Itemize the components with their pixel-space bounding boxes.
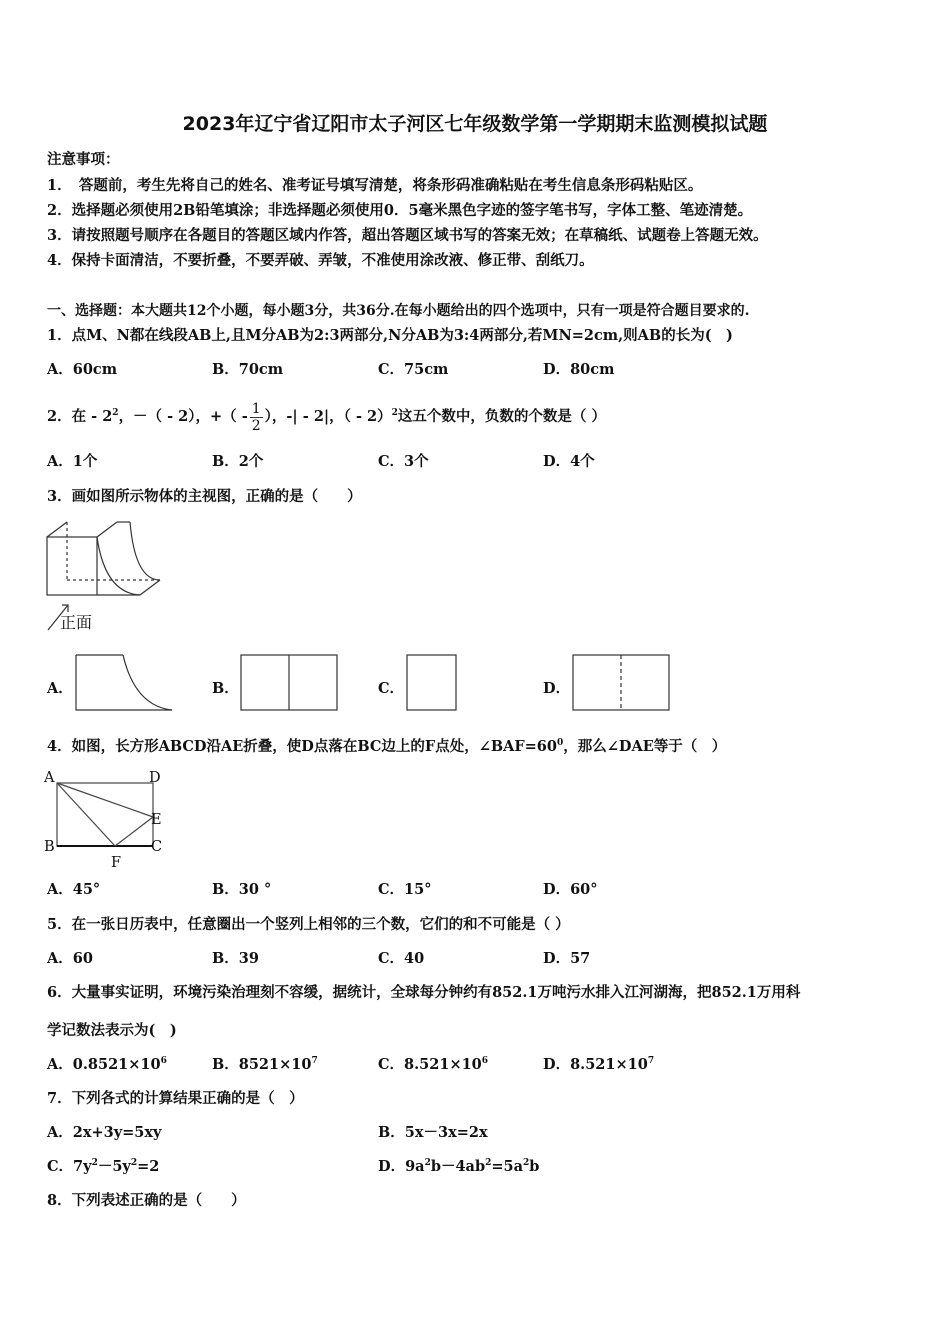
question-8-stem: 8．下列表述正确的是（ ） (47, 1192, 246, 1209)
question-3-stem: 3．画如图所示物体的主视图，正确的是（ ） (47, 488, 362, 505)
option-text: C．7y (47, 1158, 92, 1175)
q4-text: ，那么∠DAE等于（ ） (563, 738, 727, 755)
fraction-numerator: 1 (251, 400, 261, 417)
label-f: F (111, 855, 122, 871)
option-text: C．8.521×10 (378, 1056, 482, 1073)
q2-text: ），-| - 2|，（ - 2） (264, 408, 392, 425)
q2-option-c: C．3个 (378, 453, 429, 470)
notice-item: 4．保持卡面清洁，不要折叠，不要弄破、弄皱，不准使用涂改液、修正带、刮纸刀。 (47, 252, 594, 269)
q3-option-b: B． (212, 680, 239, 697)
q2-exponent: 2 (391, 408, 398, 418)
q1-option-a: A．60cm (47, 361, 118, 378)
q4-rectangle-figure (44, 766, 164, 876)
q7-option-a: A．2x+3y=5xy (47, 1124, 162, 1141)
question-5-stem: 5．在一张日历表中，任意圈出一个竖列上相邻的三个数，它们的和不可能是（ ） (47, 916, 570, 933)
notice-heading: 注意事项： (47, 151, 120, 168)
q7-option-c (47, 1157, 159, 1177)
q2-option-a: A．1个 (47, 453, 98, 470)
q1-option-c: C．75cm (378, 361, 449, 378)
q7-option-d (378, 1157, 539, 1177)
fraction (250, 401, 263, 434)
page-title: 2023年辽宁省辽阳市太子河区七年级数学第一学期期末监测模拟试题 (182, 113, 768, 135)
exponent: 7 (311, 1056, 318, 1066)
option-text: －5y (97, 1158, 131, 1175)
question-6-stem-cont: 学记数法表示为( ) (47, 1022, 177, 1039)
q3-option-c: C． (378, 680, 405, 697)
section-heading: 一、选择题：本大题共12个小题，每小题3分，共36分.在每小题给出的四个选项中，只有一项是符合题目要求的. (47, 303, 750, 319)
q4-exponent: 0 (557, 738, 564, 748)
notice-item: 2．选择题必须使用2B铅笔填涂；非选择题必须使用0．5毫米黑色字迹的签字笔书写，字体工整、笔迹清楚。 (47, 202, 753, 219)
option-d-figure (572, 654, 672, 714)
option-text: b－4ab (430, 1158, 486, 1175)
q4-option-a: A．45° (47, 881, 101, 898)
q1-option-b: B．70cm (212, 361, 284, 378)
label-d: D (149, 770, 161, 786)
notice-item: 1． 答题前，考生先将自己的姓名、准考证号填写清楚，将条形码准确粘贴在考生信息条形码粘贴区。 (47, 177, 703, 194)
q2-text: ，－（ - 2），+（ - (118, 408, 248, 425)
q2-option-d: D．4个 (543, 453, 595, 470)
option-text: =2 (137, 1158, 160, 1175)
question-2-stem (47, 397, 606, 437)
q4-option-c: C．15° (378, 881, 432, 898)
label-e: E (151, 812, 162, 828)
fraction-denominator: 2 (251, 417, 261, 434)
q7-option-b: B．5x－3x=2x (378, 1124, 488, 1141)
q3-option-d: D． (543, 680, 571, 697)
exponent: 6 (160, 1056, 167, 1066)
exponent: 2 (485, 1158, 492, 1168)
question-7-stem: 7．下列各式的计算结果正确的是（ ） (47, 1090, 304, 1107)
question-4-stem (47, 737, 726, 757)
q5-option-b: B．39 (212, 950, 259, 967)
exponent: 2 (91, 1158, 98, 1168)
option-text: B．8521×10 (212, 1056, 312, 1073)
option-c-figure (406, 654, 460, 714)
q6-option-b (212, 1055, 318, 1075)
q6-option-c (378, 1055, 488, 1075)
q2-option-b: B．2个 (212, 453, 264, 470)
exponent: 2 (130, 1158, 138, 1168)
question-1-stem: 1．点M、N都在线段AB上,且M分AB为2:3两部分,N分AB为3:4两部分,若MN=2cm,则AB的长为( ) (47, 327, 733, 344)
q4-text: 4．如图，长方形ABCD沿AE折叠，使D点落在BC边上的F点处，∠BAF=60 (47, 738, 557, 755)
q5-option-c: C．40 (378, 950, 425, 967)
option-a-figure (75, 654, 175, 714)
q6-option-d (543, 1055, 654, 1075)
q4-option-d: D．60° (543, 881, 598, 898)
question-6-stem: 6．大量事实证明，环境污染治理刻不容缓，据统计，全球每分钟约有852.1万吨污水排入江河湖海，把852.1万用科 (47, 984, 801, 1001)
option-text: A．0.8521×10 (47, 1056, 161, 1073)
option-b-figure (240, 654, 340, 714)
option-text: D．9a (378, 1158, 425, 1175)
q2-text: 这五个数中，负数的个数是（ ） (397, 408, 606, 425)
option-text: D．8.521×10 (543, 1056, 648, 1073)
q6-option-a (47, 1055, 167, 1075)
label-a: A (44, 770, 55, 786)
q2-exponent: 2 (112, 408, 119, 418)
notice-item: 3．请按照题号顺序在各题目的答题区域内作答，超出答题区域书写的答案无效；在草稿纸、试题卷上答题无效。 (47, 227, 768, 244)
exponent: 2 (523, 1158, 530, 1168)
q2-text: 2．在 - 2 (47, 408, 113, 425)
q5-option-a: A．60 (47, 950, 93, 967)
q4-option-b: B．30 ° (212, 881, 272, 898)
exponent: 2 (424, 1158, 431, 1168)
option-text: b (529, 1158, 540, 1175)
front-view-label: 正面 (60, 613, 93, 632)
q5-option-d: D．57 (543, 950, 591, 967)
q1-option-d: D．80cm (543, 361, 615, 378)
q3-option-a: A． (47, 680, 73, 697)
option-text: =5a (491, 1158, 523, 1175)
label-c: C (151, 839, 163, 855)
exponent: 6 (481, 1056, 489, 1066)
label-b: B (44, 839, 55, 855)
exponent: 7 (647, 1056, 655, 1066)
